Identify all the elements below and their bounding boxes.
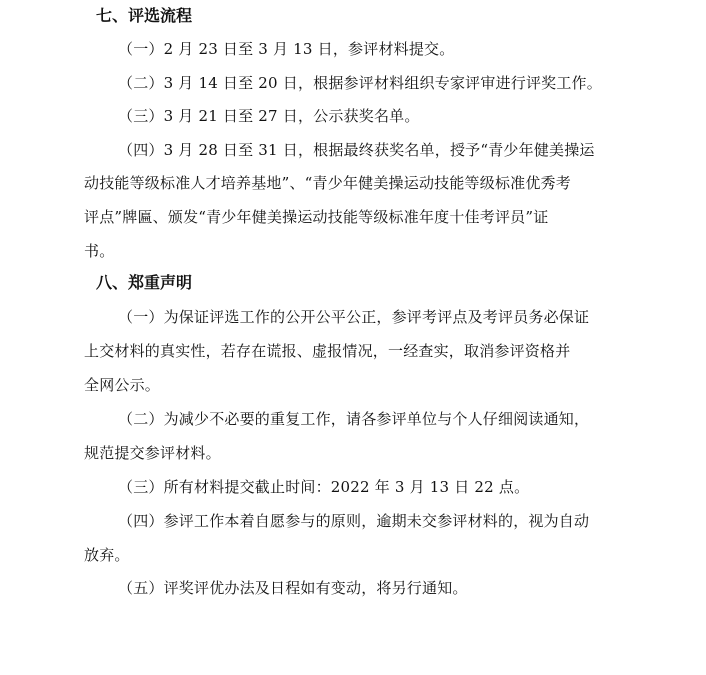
paragraph-line: 上交材料的真实性，若存在谎报、虚报情况，一经查实，取消参评资格并 [84, 342, 571, 360]
paragraph-line: （四）3 月 28 日至 31 日，根据最终获奖名单，授予“青少年健美操运 [118, 141, 595, 159]
paragraph-line: 全网公示。 [84, 376, 161, 394]
paragraph-line: 放弃。 [84, 546, 130, 564]
paragraph-line: 书。 [84, 242, 115, 260]
paragraph-line: （一）2 月 23 日至 3 月 13 日，参评材料提交。 [118, 40, 455, 58]
paragraph-line: （三）3 月 21 日至 27 日，公示获奖名单。 [118, 107, 420, 125]
paragraph-line: （一）为保证评选工作的公开公平公正，参评考评点及考评员务必保证 [118, 308, 590, 326]
section-heading: 七、评选流程 [96, 6, 193, 25]
paragraph-line: （五）评奖评优办法及日程如有变动，将另行通知。 [118, 579, 468, 597]
paragraph-line: （二）3 月 14 日至 20 日，根据参评材料组织专家评审进行评奖工作。 [118, 74, 602, 92]
paragraph-line: 评点”牌匾、颁发“青少年健美操运动技能等级标准年度十佳考评员”证 [84, 208, 549, 226]
paragraph-line: （二）为减少不必要的重复工作，请各参评单位与个人仔细阅读通知， [118, 410, 590, 428]
paragraph-line: （四）参评工作本着自愿参与的原则，逾期未交参评材料的，视为自动 [118, 512, 590, 530]
paragraph-line: 规范提交参评材料。 [84, 444, 221, 462]
paragraph-line: （三）所有材料提交截止时间：2022 年 3 月 13 日 22 点。 [118, 478, 530, 496]
section-heading: 八、郑重声明 [96, 273, 193, 292]
paragraph-line: 动技能等级标准人才培养基地”、“青少年健美操运动技能等级标准优秀考 [84, 174, 571, 192]
